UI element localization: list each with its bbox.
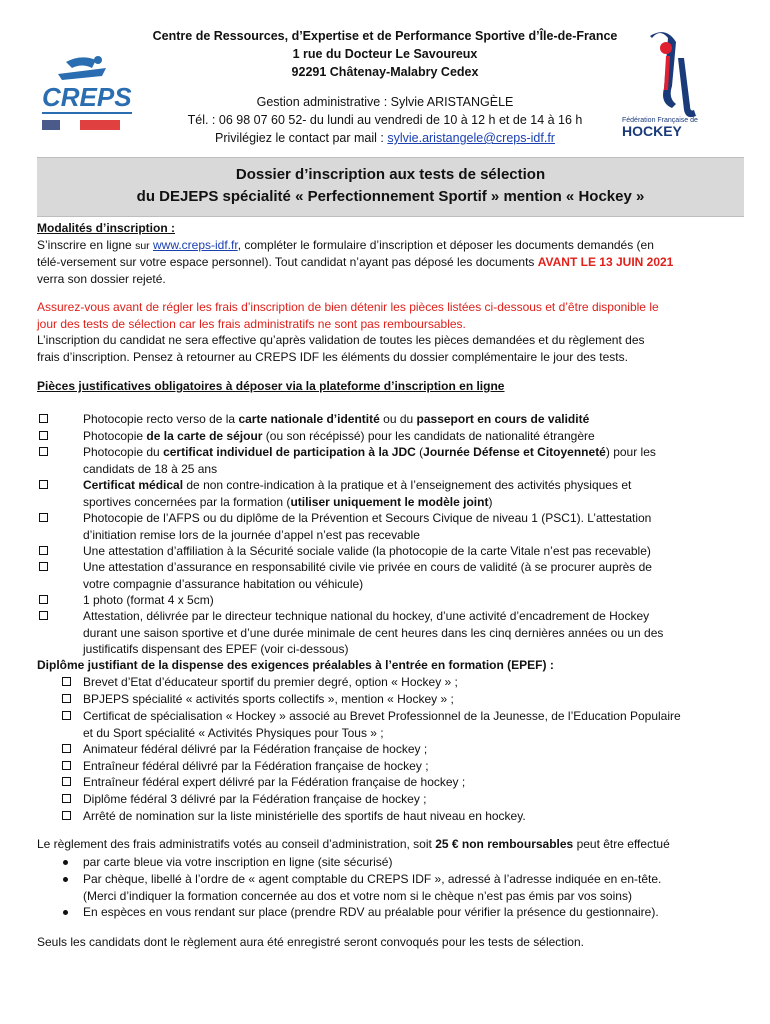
title-line2: du DEJEPS spécialité « Perfectionnement Sportif » mention « Hockey » (136, 188, 645, 205)
address-line1: 1 rue du Docteur Le Savoureux (292, 47, 478, 61)
piece-item-assurance: Une attestation d’assurance en responsabilité civile vie privée en cours de validité (à se procurer auprès de votre compagnie d’assurance habitation ou véhicule) (83, 560, 652, 591)
piece-item-securite-sociale: Une attestation d’affiliation à la Sécurité sociale valide (la photocopie de la carte Vitale n’est pas recevable) (83, 544, 651, 558)
epef-item: Animateur fédéral délivré par la Fédération française de hockey ; (83, 742, 428, 756)
checkbox-icon[interactable] (39, 447, 48, 456)
epef-item: Arrêté de nomination sur la liste ministérielle des sportifs de haut niveau en hockey. (83, 809, 526, 823)
checkbox-icon[interactable] (62, 794, 71, 803)
reglement-bullet-cb: par carte bleue via votre inscription en ligne (site sécurisé) (83, 855, 393, 869)
epef-item: Certificat de spécialisation « Hockey » associé au Brevet Professionnel de la Jeunesse, de l’Education Populaire et du Sport spécialité « Activités Physiques pour Tous » ; (83, 709, 681, 740)
reglement-intro: Le règlement des frais administratifs votés au conseil d’administration, soit 25 € non remboursables peut être effectué (37, 837, 670, 851)
checkbox-icon[interactable] (62, 744, 71, 753)
phone-line: Tél. : 06 98 07 60 52- du lundi au vendredi de 10 à 12 h et de 14 à 16 h (187, 113, 583, 127)
modalites-heading: Modalités d’inscription : (37, 221, 176, 235)
bullet-icon (63, 877, 68, 882)
checkbox-icon[interactable] (62, 711, 71, 720)
checkbox-icon[interactable] (39, 595, 48, 604)
contact-prefix: Privilégiez le contact par mail : (215, 131, 384, 145)
checkbox-icon[interactable] (39, 431, 48, 440)
checkbox-icon[interactable] (62, 761, 71, 770)
reglement-bullet-cheque: Par chèque, libellé à l’ordre de « agent comptable du CREPS IDF », adressé à l’adresse indiquée en en-tête. (Merci d’indiquer la formation concernée au dos et votre nom si le chèque n’est pas émis par vos soins) (83, 872, 662, 903)
epef-heading: Diplôme justifiant de la dispense des exigences préalables à l’entrée en formation (EPEF) : (37, 658, 554, 672)
contact-email-link[interactable]: sylvie.aristangele@creps-idf.fr (387, 131, 555, 145)
svg-text:HOCKEY: HOCKEY (622, 123, 682, 138)
checkbox-icon[interactable] (62, 777, 71, 786)
reglement-bullet-especes: En espèces en vous rendant sur place (prendre RDV au préalable pour vérifier la présence du gestionnaire). (83, 905, 659, 919)
checkbox-icon[interactable] (39, 480, 48, 489)
contact-line (0, 131, 770, 145)
checkbox-icon[interactable] (62, 677, 71, 686)
piece-item-sejour: Photocopie de la carte de séjour (ou son récépissé) pour les candidats de nationalité étrangère (83, 429, 595, 443)
piece-item-jdc: Photocopie du certificat individuel de participation à la JDC (Journée Défense et Citoyenneté) pour les candidats de 18 à 25 ans (83, 445, 656, 476)
deadline: AVANT LE 13 JUIN 2021 (537, 255, 674, 269)
org-name: Centre de Ressources, d’Expertise et de Performance Sportive d’Île-de-France (152, 29, 618, 43)
bullet-icon (63, 910, 68, 915)
epef-item: Entraîneur fédéral expert délivré par la Fédération française de hockey ; (83, 775, 466, 789)
checkbox-icon[interactable] (62, 811, 71, 820)
piece-item-attestation-dtn: Attestation, délivrée par le directeur technique national du hockey, d’une activité d’encadrement de Hockey durant une saison sportive et d’une durée minimale de cent heures dans les cinq dernières années ou un des justificatifs dispensant des EPEF (voir ci-dessous) (83, 609, 664, 656)
checkbox-icon[interactable] (39, 562, 48, 571)
modalites-p1-line3: verra son dossier rejeté. (37, 272, 166, 286)
checkbox-icon[interactable] (39, 414, 48, 423)
reglement-final: Seuls les candidats dont le règlement aura été enregistré seront convoqués pour les tests de sélection. (37, 935, 584, 949)
epef-item: Brevet d’Etat d’éducateur sportif du premier degré, option « Hockey » ; (83, 675, 458, 689)
bullet-icon (63, 860, 68, 865)
checkbox-icon[interactable] (39, 546, 48, 555)
epef-item: Entraîneur fédéral délivré par la Fédération française de hockey ; (83, 759, 429, 773)
epef-item: Diplôme fédéral 3 délivré par la Fédération française de hockey ; (83, 792, 427, 806)
checkbox-icon[interactable] (39, 513, 48, 522)
piece-item-certificat-medical: Certificat médical de non contre-indication à la pratique et à l’enseignement des activités physiques et sportives concernées par la formation (utiliser uniquement le modèle joint) (83, 478, 632, 509)
title-line1: Dossier d’inscription aux tests de sélection (235, 166, 546, 183)
checkbox-icon[interactable] (62, 694, 71, 703)
admin-line: Gestion administrative : Sylvie ARISTANGÈLE (256, 95, 514, 109)
warning-line1: Assurez-vous avant de régler les frais d’inscription de bien détenir les pièces listées ci-dessous et d’être disponible le (37, 300, 659, 314)
modalites-p1-line2: télé-versement sur votre espace personnel). Tout candidat n’ayant pas déposé les documents AVANT LE 13 JUIN 2021 (37, 255, 674, 269)
checkbox-icon[interactable] (39, 611, 48, 620)
piece-item-photo: 1 photo (format 4 x 5cm) (83, 593, 214, 607)
modalites-p1-line1: S’inscrire en ligne sur www.creps-idf.fr, compléter le formulaire d’inscription et déposer les documents demandés (en (37, 238, 654, 252)
epef-item: BPJEPS spécialité « activités sports collectifs », mention « Hockey » ; (83, 692, 454, 706)
svg-text:CREPS: CREPS (42, 82, 132, 112)
modalites-p3-line2: frais d’inscription. Pensez à retourner au CREPS IDF les éléments du dossier complémentaire le jour des tests. (37, 350, 628, 364)
piece-item-identity: Photocopie recto verso de la carte nationale d’identité ou du passeport en cours de validité (83, 412, 590, 426)
document-title-box (37, 157, 744, 217)
pieces-heading: Pièces justificatives obligatoires à déposer via la plateforme d’inscription en ligne (37, 379, 505, 393)
creps-website-link[interactable]: www.creps-idf.fr (153, 238, 238, 252)
piece-item-psc1: Photocopie de l’AFPS ou du diplôme de la Prévention et Secours Civique de niveau 1 (PSC1). L’attestation d’initiation remise lors de la journée d’appel n’est pas recevable (83, 511, 652, 542)
modalites-p3-line1: L’inscription du candidat ne sera effective qu’après validation de toutes les pièces demandées et du règlement des (37, 333, 645, 347)
warning-line2: jour des tests de sélection car les frais administratifs ne sont pas remboursables. (37, 317, 466, 331)
svg-text:Fédération Française de: Fédération Française de (622, 117, 698, 124)
address-line2: 92291 Châtenay-Malabry Cedex (291, 65, 479, 79)
